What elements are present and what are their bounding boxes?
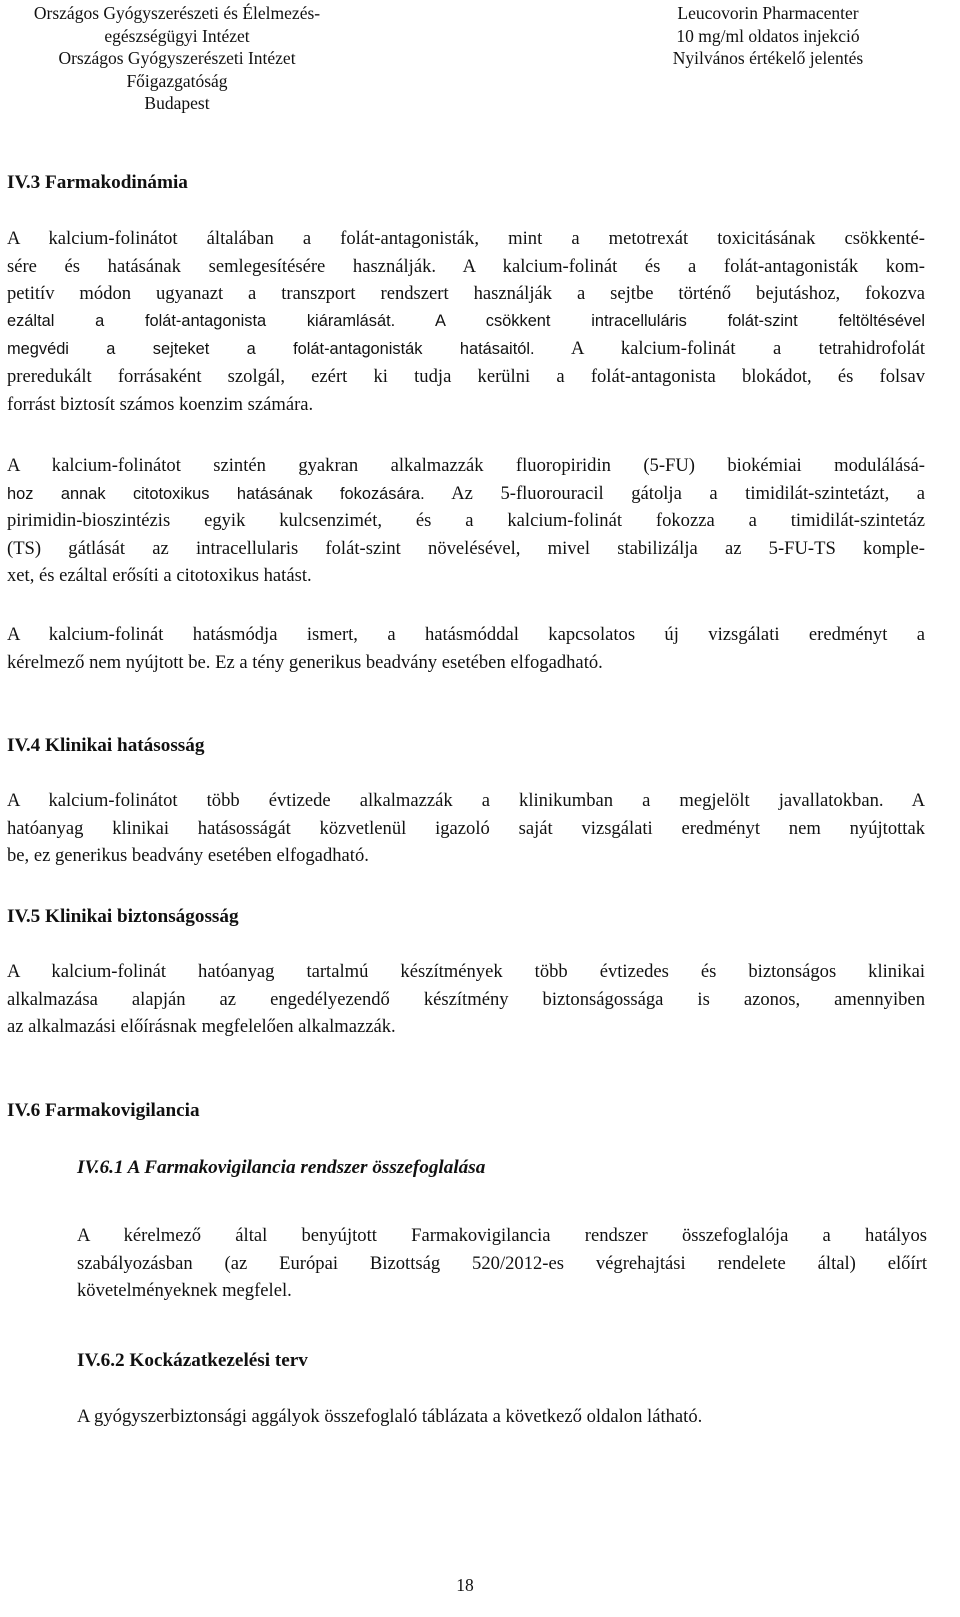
- paragraph-line: A kalcium-folinátot általában a folát-antagonisták, mint a metotrexát toxicitásának csökkenté-: [7, 228, 925, 249]
- paragraph-line: követelményeknek megfelel.: [77, 1280, 292, 1302]
- paragraph-line: forrást biztosít számos koenzim számára.: [7, 393, 314, 415]
- page-number: 18: [456, 1575, 474, 1595]
- paragraph-line: petitív módon ugyanazt a transzport rendszert használják a sejtbe történő bejutáshoz, fokozva: [7, 283, 925, 305]
- paragraph-line: az alkalmazási előírásnak megfelelően alkalmazzák.: [7, 1016, 396, 1038]
- paragraph-line: pirimidin-bioszintézis egyik kulcsenzimét, és a kalcium-folinát fokozza a timidilát-szintetáz: [7, 510, 925, 532]
- header-institution-line: egészségügyi Intézet: [104, 25, 250, 46]
- paragraph-line: A gyógyszerbiztonsági aggályok összefoglaló táblázata a következő oldalon látható.: [77, 1406, 703, 1427]
- paragraph-line: alkalmazása alapján az engedélyezendő készítmény biztonságossága is azonos, amennyiben: [7, 988, 925, 1010]
- page-header: [7, 2, 888, 122]
- paragraph-line: sére és hatásának semlegesítésére használják. A kalcium-folinát és a folát-antagonisták kom-: [7, 255, 925, 277]
- paragraph-fragment: Az 5-fluorouracil gátolja a timidilát-szintetázt, a: [451, 482, 926, 504]
- paragraph-line: preredukált forrásaként szolgál, ezért ki tudja kerülni a folát-antagonista blokádot, és folsav: [7, 365, 925, 387]
- paragraph-fragment: A kalcium-folinát a tetrahidrofolát: [571, 338, 925, 360]
- header-product-line: 10 mg/ml oldatos injekció: [676, 25, 860, 46]
- paragraph-line: hatóanyag klinikai hatásosságát közvetlenül igazoló saját vizsgálati eredményt nem nyújtottak: [7, 817, 925, 839]
- paragraph-pharmacodynamics-3: [7, 621, 925, 676]
- header-product-line: Leucovorin Pharmacenter: [677, 3, 859, 23]
- subsection-heading-risk-management-plan: IV.6.2 Kockázatkezelési terv: [77, 1350, 308, 1371]
- section-heading-pharmacovigilance: IV.6 Farmakovigilancia: [7, 1100, 200, 1121]
- header-institution-line: Főigazgatóság: [126, 70, 228, 91]
- header-institution-line: Országos Gyógyszerészeti és Élelmezés-: [33, 3, 321, 23]
- header-institution: [7, 2, 347, 115]
- paragraph-pharmacodynamics-1: [7, 225, 925, 418]
- paragraph-pv-summary: [77, 1222, 927, 1305]
- section-heading-pharmacodynamics: IV.3 Farmakodinámia: [7, 172, 188, 193]
- paragraph-line: (TS) gátlását az intracellularis folát-szint növelésével, mivel stabilizálja az 5-FU-TS komple-: [7, 537, 925, 559]
- paragraph-fragment: hoz annak citotoxikus hatásának fokozására.: [7, 484, 425, 503]
- paragraph-line: A kalcium-folinát hatásmódja ismert, a hatásmóddal kapcsolatos új vizsgálati eredményt a: [7, 624, 925, 645]
- paragraph-line: szabályozásban (az Európai Bizottság 520/2012-es végrehajtási rendelete által) előírt: [77, 1252, 927, 1274]
- paragraph-line: A kalcium-folinátot szintén gyakran alkalmazzák fluoropiridin (5-FU) biokémiai modulálásá-: [7, 455, 925, 476]
- paragraph-line: kérelmező nem nyújtott be. Ez a tény generikus beadvány esetében elfogadható.: [7, 651, 603, 673]
- paragraph-clinical-safety: [7, 958, 925, 1041]
- paragraph-line: xet, és ezáltal erősíti a citotoxikus hatást.: [7, 565, 312, 587]
- paragraph-risk-management-plan: [77, 1403, 927, 1431]
- paragraph-clinical-efficacy: [7, 787, 925, 870]
- section-heading-clinical-safety: IV.5 Klinikai biztonságosság: [7, 906, 239, 927]
- paragraph-line-mixed: [7, 480, 925, 508]
- paragraph-pharmacodynamics-2: [7, 452, 925, 590]
- section-heading-clinical-efficacy: IV.4 Klinikai hatásosság: [7, 735, 205, 756]
- header-institution-line: Országos Gyógyszerészeti Intézet: [58, 48, 296, 69]
- paragraph-line-mixed: [7, 335, 925, 363]
- header-product: [648, 2, 888, 70]
- subsection-heading-pv-summary: IV.6.1 A Farmakovigilancia rendszer összefoglalása: [77, 1157, 486, 1178]
- paragraph-line: A kérelmező által benyújtott Farmakovigilancia rendszer összefoglalója a hatályos: [77, 1225, 927, 1246]
- paragraph-line: be, ez generikus beadvány esetében elfogadható.: [7, 845, 369, 867]
- paragraph-line: A kalcium-folinát hatóanyag tartalmú készítmények több évtizedes és biztonságos klinikai: [7, 961, 925, 982]
- header-product-line: Nyilvános értékelő jelentés: [672, 48, 864, 69]
- paragraph-line: ezáltal a folát-antagonista kiáramlását. A csökkent intracelluláris folát-szint feltöltésével: [7, 311, 925, 330]
- paragraph-fragment: megvédi a sejteket a folát-antagonisták hatásaitól.: [7, 340, 535, 359]
- header-institution-line: Budapest: [144, 93, 210, 114]
- paragraph-line: A kalcium-folinátot több évtizede alkalmazzák a klinikumban a megjelölt javallatokban. A: [7, 790, 925, 811]
